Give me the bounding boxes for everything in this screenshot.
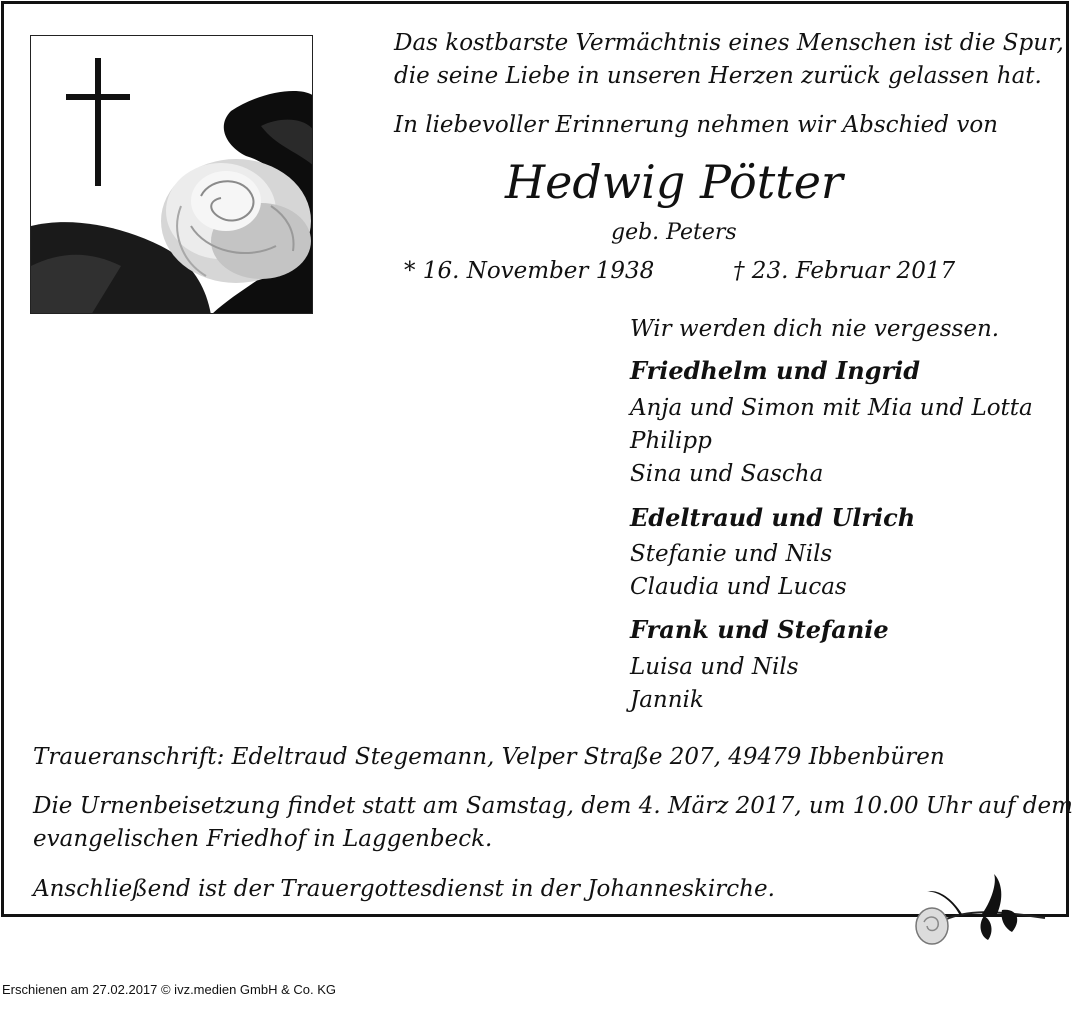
intro-text: In liebevoller Erinnerung nehmen wir Abschied von (394, 112, 998, 138)
maiden-name: geb. Peters (611, 220, 737, 245)
birth-date: * 16. November 1938 (404, 258, 655, 284)
family-member: Jannik (630, 687, 704, 713)
family-head: Friedhelm und Ingrid (630, 356, 921, 385)
burial-line-1: Die Urnenbeisetzung findet statt am Samstag, dem 4. März 2017, um 10.00 Uhr auf dem (33, 793, 1073, 819)
quote-line-1: Das kostbarste Vermächtnis eines Menschen ist die Spur, (394, 30, 1064, 56)
deceased-name: Hedwig Pötter (505, 155, 843, 209)
address-text: Traueranschrift: Edeltraud Stegemann, Velper Straße 207, 49479 Ibbenbüren (33, 744, 945, 770)
burial-line-2: evangelischen Friedhof in Laggenbeck. (33, 826, 493, 852)
family-member: Luisa und Nils (630, 654, 799, 680)
rose-ornament-icon (912, 870, 1052, 952)
family-head: Edeltraud und Ulrich (630, 503, 916, 532)
family-member: Claudia und Lucas (630, 574, 847, 600)
family-head: Frank und Stefanie (630, 615, 889, 644)
family-member: Sina und Sascha (630, 461, 824, 487)
service-text: Anschließend ist der Trauergottesdienst in der Johanneskirche. (33, 876, 775, 902)
cross-and-rose-photo (30, 35, 313, 314)
farewell-text: Wir werden dich nie vergessen. (630, 316, 1000, 342)
family-member: Philipp (630, 428, 712, 454)
family-member: Anja und Simon mit Mia und Lotta (630, 395, 1033, 421)
quote-line-2: die seine Liebe in unseren Herzen zurück gelassen hat. (394, 63, 1042, 89)
family-member: Stefanie und Nils (630, 541, 833, 567)
publication-footer: Erschienen am 27.02.2017 © ivz.medien GmbH & Co. KG (2, 982, 337, 997)
death-date: † 23. Februar 2017 (733, 258, 956, 284)
